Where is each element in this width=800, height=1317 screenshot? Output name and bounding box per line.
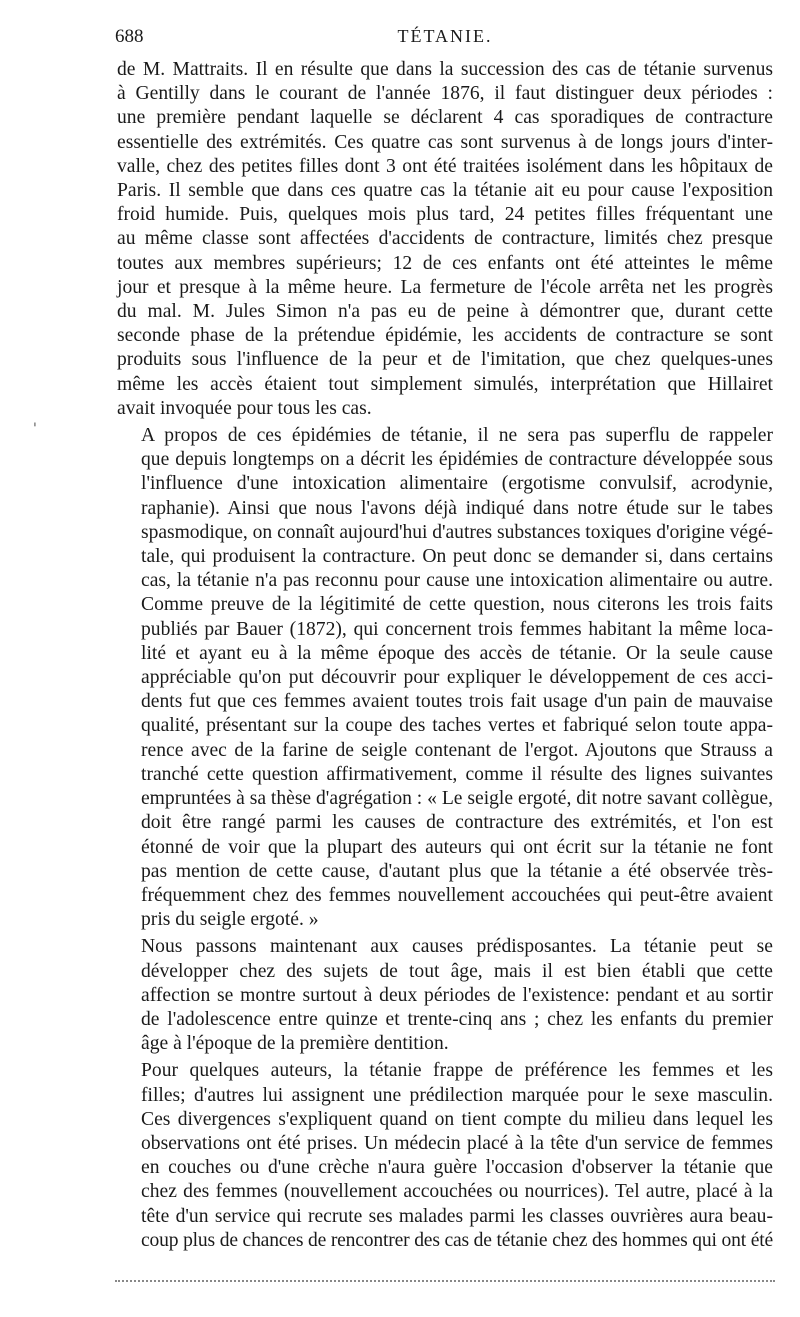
- text-line: toutes aux membres supérieurs; 12 de ces enfants ont été atteintes le même: [117, 252, 773, 274]
- text-line: développer chez des sujets de tout âge, mais il est bien établi que cette: [141, 960, 773, 982]
- margin-mark: ': [33, 421, 37, 437]
- text-line: filles; d'autres lui assignent une prédilection marquée pour le sexe masculin.: [141, 1084, 773, 1106]
- text-line: en couches ou d'une crèche n'aura guère l'occasion d'observer la tétanie que: [141, 1157, 773, 1179]
- text-line: du mal. M. Jules Simon n'a pas eu de peine à démontrer que, durant cette: [117, 301, 773, 323]
- text-line: cas, la tétanie n'a pas reconnu pour cause une intoxication alimentaire ou autre.: [141, 570, 773, 592]
- text-line: appréciable qu'on put découvrir pour expliquer le développement de ces acci-: [141, 667, 773, 689]
- text-line: observations ont été prises. Un médecin placé à la tête d'un service de femmes: [141, 1132, 773, 1154]
- text-line: qualité, présentant sur la coupe des taches vertes et fabriqué selon toute appa-: [141, 715, 773, 737]
- text-line: affection se montre surtout à deux périodes de l'existence: pendant et au sortir: [141, 984, 773, 1006]
- paragraph-2: [117, 424, 773, 932]
- text-line: empruntées à sa thèse d'agrégation : « Le seigle ergoté, dit notre savant collègue,: [141, 788, 773, 810]
- paragraph-1: [117, 58, 773, 421]
- text-line: tête d'un service qui recrute ses malades parmi les classes ouvrières aura beau-: [141, 1205, 773, 1227]
- text-line: étonné de voir que la plupart des auteurs qui ont écrit sur la tétanie ne font: [141, 836, 773, 858]
- paragraph-4: [117, 1059, 773, 1253]
- text-line: rence avec de la farine de seigle contenant de l'ergot. Ajoutons que Strauss a: [141, 739, 773, 761]
- footer-dotted-rule: [115, 1280, 775, 1282]
- text-line: tale, qui produisent la contracture. On peut donc se demander si, dans certains: [141, 546, 773, 568]
- text-line: l'influence d'une intoxication alimentaire (ergotisme convulsif, acrodynie,: [141, 473, 773, 495]
- text-line: dents fut que ces femmes avaient toutes trois fait usage d'un pain de mauvaise: [141, 691, 773, 713]
- text-line: publiés par Bauer (1872), qui concernent trois femmes habitant la même loca-: [141, 618, 773, 640]
- text-line: froid humide. Puis, quelques mois plus tard, 24 petites filles fréquentant une: [117, 204, 773, 226]
- text-line: au même classe sont affectées d'accidents de contracture, limités chez presque: [117, 228, 773, 250]
- text-line: pas mention de cette cause, d'autant plus que la tétanie a été observée très-: [141, 860, 773, 882]
- text-line: A propos de ces épidémies de tétanie, il ne sera pas superflu de rappeler: [141, 425, 773, 447]
- page-header: [115, 14, 775, 54]
- text-line: Pour quelques auteurs, la tétanie frappe de préférence les femmes et les: [141, 1060, 773, 1082]
- text-line: valle, chez des petites filles dont 3 ont été traitées isolément dans les hôpitaux de: [117, 155, 773, 177]
- text-line: coup plus de chances de rencontrer des cas de tétanie chez des hommes qui ont été: [141, 1229, 773, 1251]
- text-line: Nous passons maintenant aux causes prédisposantes. La tétanie peut se: [141, 936, 773, 958]
- running-title: TÉTANIE.: [397, 26, 493, 46]
- text-line: avait invoquée pour tous les cas.: [117, 397, 372, 419]
- text-line: spasmodique, on connaît aujourd'hui d'autres substances toxiques d'origine végé-: [141, 521, 773, 543]
- text-line: essentielle des extrémités. Ces quatre cas sont survenus à de longs jours d'inter-: [117, 131, 773, 153]
- text-line: Comme preuve de la légitimité de cette question, nous citerons les trois faits: [141, 594, 773, 616]
- body-text: [117, 58, 773, 1253]
- text-line: produits sous l'influence de la peur et de l'imitation, que chez quelques-unes: [117, 349, 773, 371]
- text-line: jour et presque à la même heure. La fermeture de l'école arrêta net les progrès: [117, 276, 773, 298]
- text-line: même les accès étaient tout simplement simulés, interprétation que Hillairet: [117, 373, 773, 395]
- text-line: pris du seigle ergoté. »: [141, 909, 319, 931]
- text-line: fréquemment chez des femmes nouvellement accouchées qui peut-être avaient: [141, 884, 773, 906]
- text-line: raphanie). Ainsi que nous l'avons déjà indiqué dans notre étude sur le tabes: [141, 497, 773, 519]
- text-line: Paris. Il semble que dans ces quatre cas la tétanie ait eu pour cause l'exposition: [117, 180, 773, 202]
- text-line: lité et ayant eu à la même époque des accès de tétanie. Or la seule cause: [141, 642, 773, 664]
- text-line: doit être rangé parmi les causes de contracture des extrémités, et l'on est: [141, 812, 773, 834]
- text-line: chez des femmes (nouvellement accouchées ou nourrices). Tel autre, placé à la: [141, 1181, 773, 1203]
- text-line: une première pendant laquelle se déclarent 4 cas sporadiques de contracture: [117, 107, 773, 129]
- text-line: seconde phase de la prétendue épidémie, les accidents de contracture se sont: [117, 325, 773, 347]
- text-line: que depuis longtemps on a décrit les épidémies de contracture développée sous: [141, 449, 773, 471]
- text-line: Ces divergences s'expliquent quand on tient compte du milieu dans lequel les: [141, 1108, 773, 1130]
- text-line: à Gentilly dans le courant de l'année 1876, il faut distinguer deux périodes :: [117, 83, 773, 105]
- paragraph-3: [117, 935, 773, 1056]
- text-line: tranché cette question affirmativement, comme il résulte des lignes suivantes: [141, 763, 773, 785]
- text-line: âge à l'époque de la première dentition.: [141, 1033, 449, 1055]
- text-line: de M. Mattraits. Il en résulte que dans la succession des cas de tétanie survenus: [117, 59, 773, 80]
- text-line: de l'adolescence entre quinze et trente-cinq ans ; chez les enfants du premier: [141, 1008, 773, 1030]
- page-number: 688: [115, 26, 144, 47]
